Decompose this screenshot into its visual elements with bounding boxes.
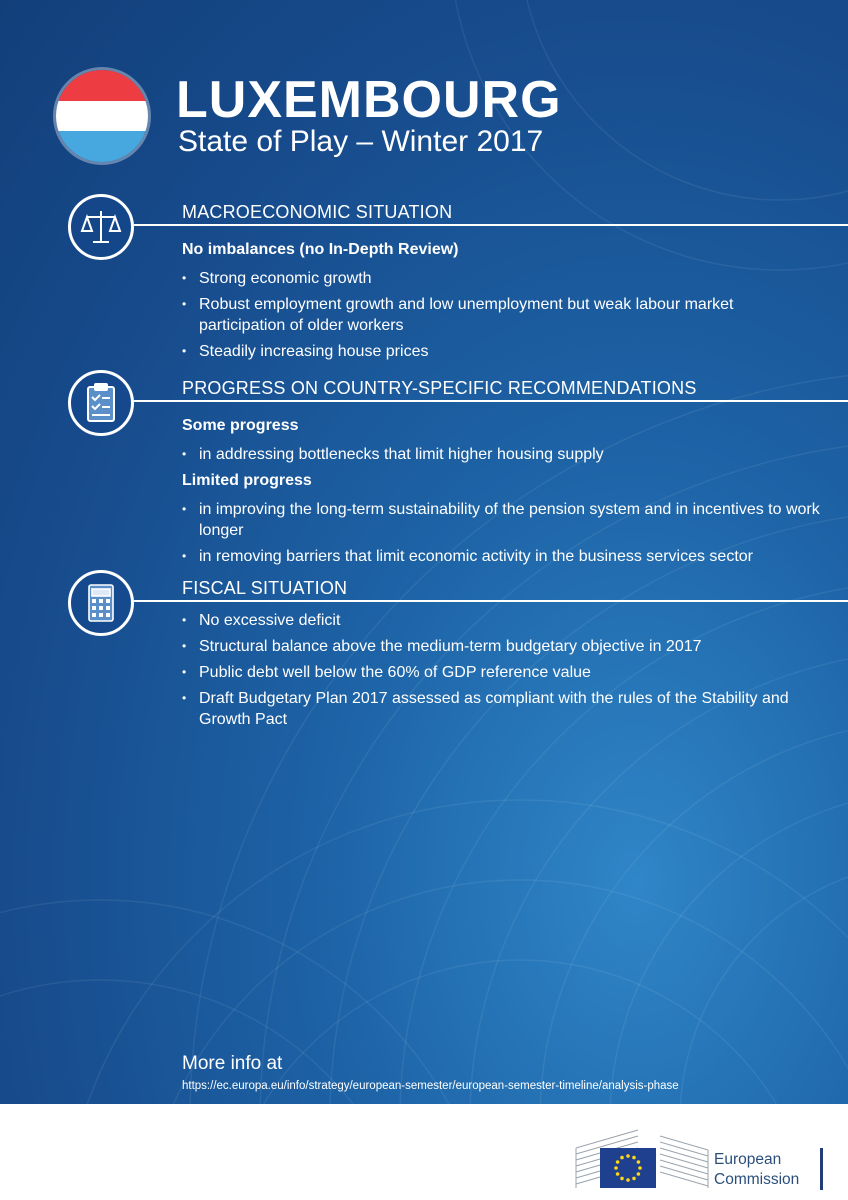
more-info-link[interactable]: https://ec.europa.eu/info/strategy/european-semester/european-semester-timeline/analysis-phase: [182, 1080, 679, 1092]
flag-stripe-blue: [56, 131, 148, 162]
ec-building-logo: [572, 1122, 712, 1192]
section-title: MACROECONOMIC SITUATION: [182, 202, 453, 222]
section-subhead: Some progress: [182, 417, 299, 434]
footer: [0, 1104, 848, 1200]
section-divider: [134, 224, 848, 226]
list-item: • in removing barriers that limit economic activity in the business services sector: [182, 546, 822, 567]
logo-line-2: Commission: [714, 1171, 800, 1188]
section-subhead: No imbalances (no In-Depth Review): [182, 241, 459, 258]
bullet-list: [182, 444, 822, 465]
luxembourg-flag-icon: [56, 70, 148, 162]
section-title: PROGRESS ON COUNTRY-SPECIFIC RECOMMENDATIONS: [182, 378, 697, 398]
list-item: • No excessive deficit: [182, 610, 822, 631]
section-subhead: Limited progress: [182, 472, 312, 489]
more-info: [182, 1052, 679, 1094]
section-title: FISCAL SITUATION: [182, 578, 348, 598]
header: [56, 70, 816, 170]
list-item: • Draft Budgetary Plan 2017 assessed as compliant with the rules of the Stability and Growth Pact: [182, 688, 822, 730]
section-fiscal: [0, 570, 848, 740]
section-macroeconomic: [0, 194, 848, 364]
section-divider: [134, 600, 848, 602]
list-item: • Strong economic growth: [182, 268, 822, 289]
section-csr-progress: [0, 370, 848, 570]
logo-line-1: European: [714, 1151, 782, 1168]
page-subtitle: State of Play – Winter 2017: [178, 125, 544, 158]
section-divider: [134, 400, 848, 402]
page-title: LUXEMBOURG: [176, 71, 562, 129]
section-body: [182, 610, 822, 736]
bullet-list: [182, 268, 822, 362]
flag-stripe-white: [56, 101, 148, 132]
eu-flag-icon: [600, 1148, 656, 1188]
calculator-icon: [68, 570, 134, 636]
list-item: • Steadily increasing house prices: [182, 341, 822, 362]
list-item: • Robust employment growth and low unemployment but weak labour market participation of older workers: [182, 294, 822, 336]
more-info-label: More info at: [182, 1053, 283, 1074]
flag-stripe-red: [56, 70, 148, 101]
list-item: • in improving the long-term sustainability of the pension system and in incentives to work longer: [182, 499, 822, 541]
scales-icon: [68, 194, 134, 260]
bullet-list: [182, 610, 822, 730]
bullet-list: [182, 499, 822, 567]
section-body: [182, 416, 822, 573]
logo-divider-bar: [820, 1148, 823, 1190]
list-item: • Structural balance above the medium-term budgetary objective in 2017: [182, 636, 822, 657]
european-commission-logo-text: [714, 1150, 799, 1190]
section-body: [182, 240, 822, 368]
list-item: • Public debt well below the 60% of GDP reference value: [182, 662, 822, 683]
list-item: • in addressing bottlenecks that limit higher housing supply: [182, 444, 822, 465]
clipboard-checklist-icon: [68, 370, 134, 436]
